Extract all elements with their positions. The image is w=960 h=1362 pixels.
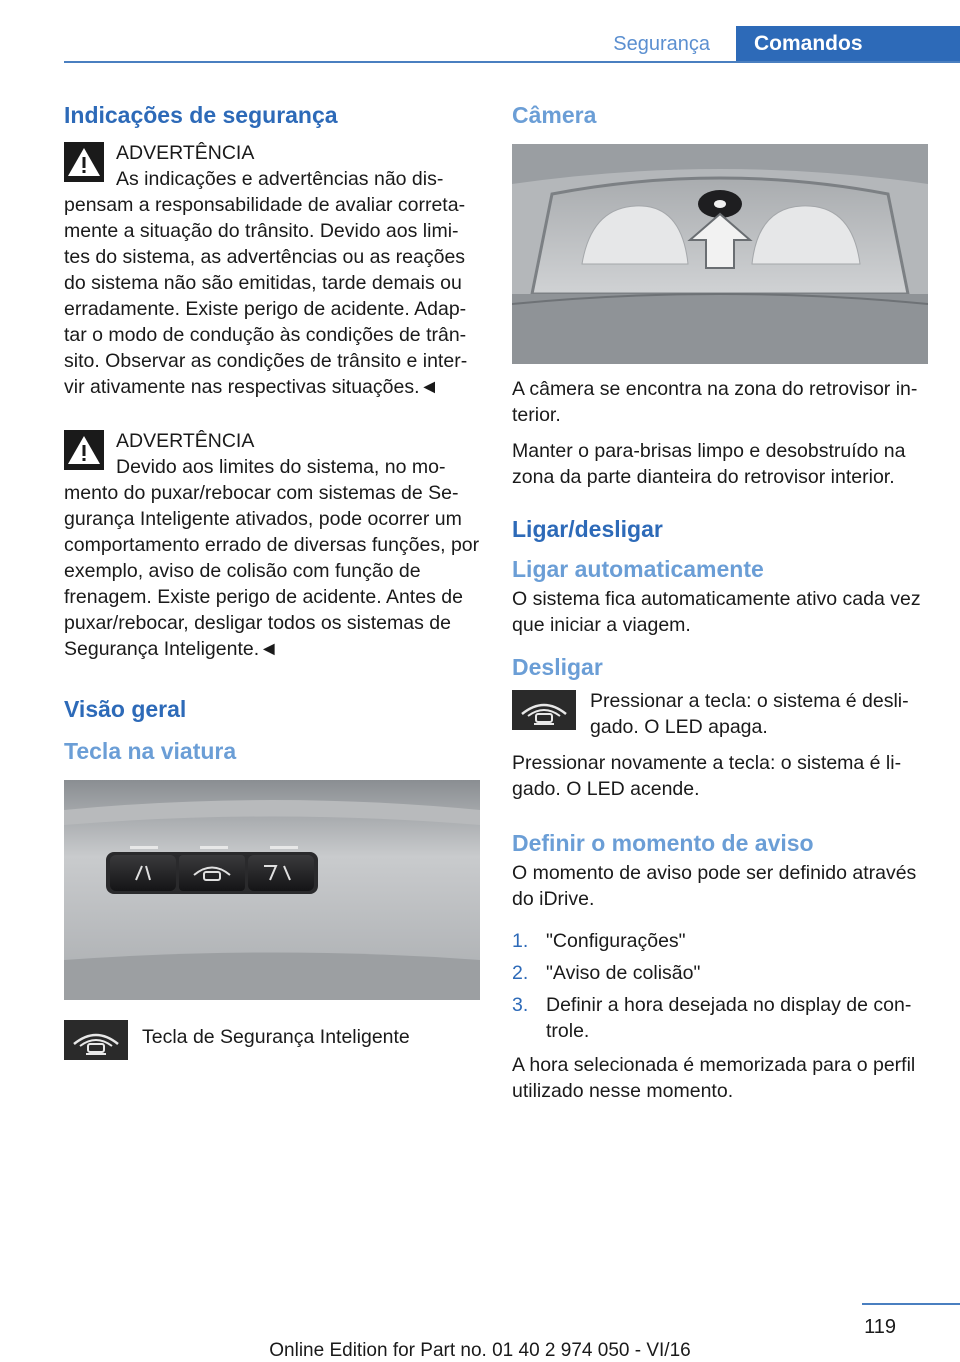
timing-text: O momento de aviso pode ser definido através do iDrive. xyxy=(512,862,917,910)
button-caption-row xyxy=(64,1018,480,1064)
header-section-tab: Segurança xyxy=(613,33,710,55)
camera-heading: Câmera xyxy=(512,102,597,128)
warning-1-title: ADVERTÊNCIA xyxy=(116,142,255,164)
button-heading: Tecla na viatura xyxy=(64,738,237,764)
off-heading: Desligar xyxy=(512,654,603,680)
timing-heading: Definir o momento de aviso xyxy=(512,830,814,856)
timing-steps-list xyxy=(512,928,928,1044)
footer-rule xyxy=(862,1303,960,1305)
overview-heading: Visão geral xyxy=(64,696,187,722)
warning-2-text: Devido aos limites do sistema, no mo- mento do puxar/rebocar com sistemas de Se- gurança Inteligente ativados, pode ocorrer um comportamento errado de diversas funções, por exemplo, aviso de colisão com função de frenagem. Existe perigo de acidente. Antes de puxar/rebocar, desligar todos os sistemas de Segurança Inteligente.◄ xyxy=(64,456,480,660)
header-rule xyxy=(64,61,960,63)
warning-triangle-icon xyxy=(64,430,104,470)
auto-on-heading: Ligar automaticamente xyxy=(512,556,764,582)
warning-2-title: ADVERTÊNCIA xyxy=(116,430,255,452)
onoff-heading: Ligar/desligar xyxy=(512,516,663,542)
list-item: 2. "Aviso de colisão" xyxy=(512,962,701,984)
list-item: 1. "Configurações" xyxy=(512,930,686,952)
header-chapter-tab: Comandos xyxy=(736,26,960,62)
warning-triangle-icon xyxy=(64,142,104,182)
warning-block-1 xyxy=(64,140,480,410)
page-number: 119 xyxy=(864,1316,896,1338)
right-column xyxy=(512,100,928,1114)
intelligent-safety-button-icon xyxy=(512,690,576,730)
button-caption: Tecla de Segurança Inteligente xyxy=(142,1026,410,1048)
camera-text-1: A câmera se encontra na zona do retrovisor in- terior. xyxy=(512,378,918,426)
intelligent-safety-button-icon xyxy=(64,1020,128,1060)
camera-location-photo xyxy=(512,144,928,364)
on-again-text: Pressionar novamente a tecla: o sistema é li- gado. O LED acende. xyxy=(512,752,902,800)
off-text: Pressionar a tecla: o sistema é desli- gado. O LED apaga. xyxy=(590,690,909,738)
edition-footer: Online Edition for Part no. 01 40 2 974 050 - VI/16 xyxy=(269,1340,691,1361)
safety-heading: Indicações de segurança xyxy=(64,102,338,128)
warning-1-text: As indicações e advertências não dis- pensam a responsabilidade de avaliar correta- mente a situação do trânsito. Devido aos limi- tes do sistema, as advertências ou as reações do sistema não são emitidas, tarde demais ou erradamente. Existe perigo de acidente. Adap- tar o modo de condução às condições de trân- sito. Observar as condições de trânsito e inter- vir ativamente nas respectivas situações.◄ xyxy=(64,168,468,398)
warning-block-2 xyxy=(64,428,480,672)
list-item: 3. Definir a hora desejada no display de con- trole. xyxy=(512,994,912,1042)
button-panel-photo xyxy=(64,780,480,1000)
camera-text-2: Manter o para-brisas limpo e desobstruído na zona da parte dianteira do retrovisor interior. xyxy=(512,440,906,488)
auto-on-text: O sistema fica automaticamente ativo cada vez que iniciar a viagem. xyxy=(512,588,921,636)
memo-text: A hora selecionada é memorizada para o perfil utilizado nesse momento. xyxy=(512,1054,916,1102)
left-column xyxy=(64,100,480,1064)
off-row xyxy=(512,688,928,750)
